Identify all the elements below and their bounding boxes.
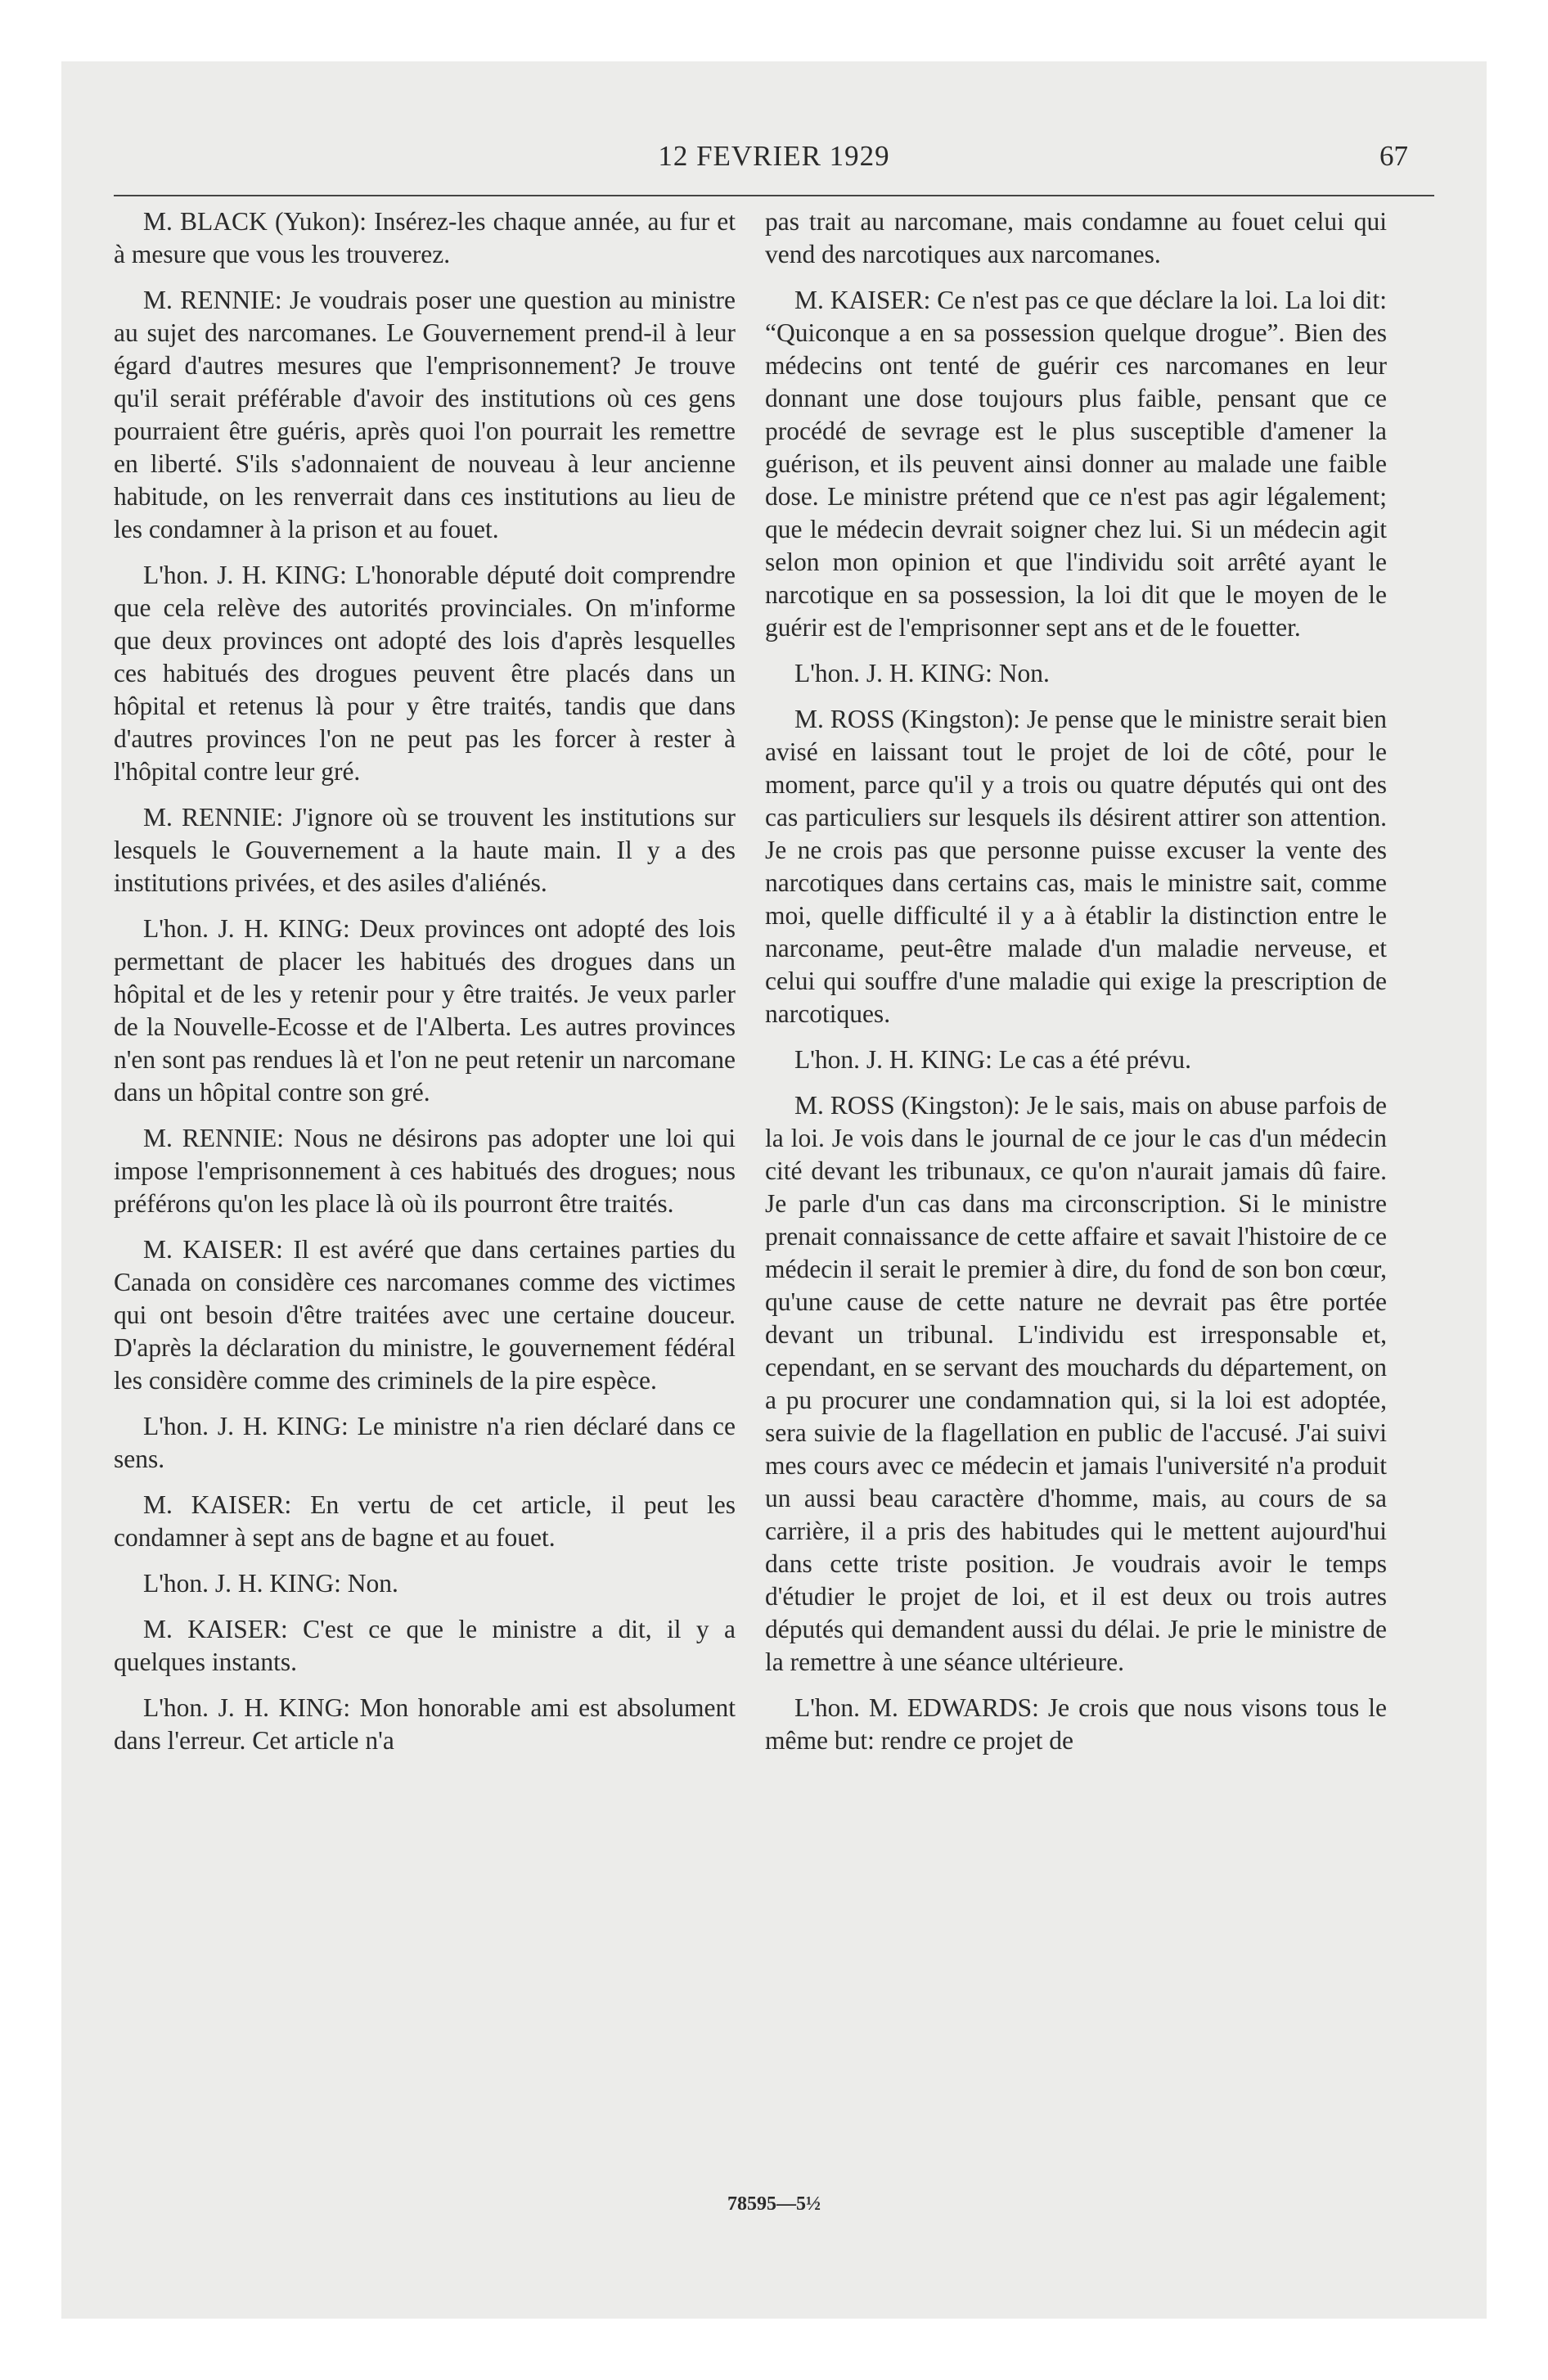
paragraph: M. KAISER: Ce n'est pas ce que déclare la loi. La loi dit: “Quiconque a en sa possession quelque drogue”. Bien des médecins ont tenté de guérir ces narcomanes en leur donnant une dose toujours plus faible, pensant que ce procédé de sevrage est le plus susceptible d'amener la guérison, et ils peuvent ainsi donner au malade une faible dose. Le ministre prétend que ce n'est pas agir légalement; que le médecin devrait soigner chez lui. Si un médecin agit selon mon opinion et que l'individu soit arrêté ayant le narcotique en sa possession, la loi dit que le moyen de le guérir est de l'emprisonner sept ans et de le fouetter. [765,286,1387,642]
left-column [114,205,736,1770]
paragraph: L'hon. J. H. KING: Non. [143,1569,398,1598]
paragraph: M. BLACK (Yukon): Insérez-les chaque année, au fur et à mesure que vous les trouverez. [114,207,736,268]
paragraph: L'hon. J. H. KING: L'honorable député doit comprendre que cela relève des autorités provinciales. On m'informe que deux provinces ont adopté des lois d'après lesquelles ces habitués des drogues peuvent être placés dans un hôpital et retenus là pour y être traités, tandis que dans d'autres provinces l'on ne peut pas les forcer à rester à l'hôpital contre leur gré. [114,561,736,786]
paragraph: L'hon. J. H. KING: Non. [794,659,1050,687]
page-number: 67 [1379,140,1408,172]
running-header-date: 12 FEVRIER 1929 [658,140,890,172]
paragraph: L'hon. M. EDWARDS: Je crois que nous visons tous le même but: rendre ce projet de [765,1693,1387,1755]
paragraph: L'hon. J. H. KING: Mon honorable ami est absolument dans l'erreur. Cet article n'a [114,1693,736,1755]
header-rule [114,195,1434,196]
paragraph: M. KAISER: C'est ce que le ministre a dit, il y a quelques instants. [114,1615,736,1676]
paragraph: L'hon. J. H. KING: Le cas a été prévu. [794,1045,1192,1074]
paragraph: M. KAISER: En vertu de cet article, il peut les condamner à sept ans de bagne et au fouet. [114,1490,736,1552]
paragraph: M. KAISER: Il est avéré que dans certaines parties du Canada on considère ces narcomanes comme des victimes qui ont besoin d'être traitées avec une certaine douceur. D'après la déclaration du ministre, le gouvernement fédéral les considère comme des criminels de la pire espèce. [114,1235,736,1395]
paragraph: M. RENNIE: Nous ne désirons pas adopter une loi qui impose l'emprisonnement à ces habitués des drogues; nous préférons qu'on les place là où ils pourront être traités. [114,1124,736,1218]
paragraph: M. RENNIE: Je voudrais poser une question au ministre au sujet des narcomanes. Le Gouvernement prend-il à leur égard d'autres mesures que l'emprisonnement? Je trouve qu'il serait préférable d'avoir des institutions où ces gens pourraient être guéris, après quoi l'on pourrait les remettre en liberté. S'ils s'adonnaient de nouveau à leur ancienne habitude, on les renverrait dans ces institutions au lieu de les condamner à la prison et au fouet. [114,286,736,543]
paragraph-continuation: pas trait au narcomane, mais condamne au fouet celui qui vend des narcotiques aux narcomanes. [765,207,1387,268]
footer-print-code: 78595—5½ [727,2193,821,2215]
right-column [765,205,1387,1770]
paragraph: L'hon. J. H. KING: Le ministre n'a rien déclaré dans ce sens. [114,1412,736,1473]
paragraph: M. RENNIE: J'ignore où se trouvent les institutions sur lesquels le Gouvernement a la haute main. Il y a des institutions privées, et des asiles d'aliénés. [114,803,736,897]
document-page [61,61,1487,2319]
paragraph: L'hon. J. H. KING: Deux provinces ont adopté des lois permettant de placer les habitués des drogues dans un hôpital et de les y retenir pour y être traités. Je veux parler de la Nouvelle-Ecosse et de l'Alberta. Les autres provinces n'en sont pas rendues là et l'on ne peut retenir un narcomane dans un hôpital contre son gré. [114,914,736,1107]
paragraph: M. ROSS (Kingston): Je le sais, mais on abuse parfois de la loi. Je vois dans le journal de ce jour le cas d'un médecin cité devant les tribunaux, ce qu'on n'aurait jamais dû faire. Je parle d'un cas dans ma circonscription. Si le ministre prenait connaissance de cette affaire et savait l'histoire de ce médecin il serait le premier à dire, du fond de son bon cœur, qu'une cause de cette nature ne devrait pas être portée devant un tribunal. L'individu est irresponsable et, cependant, en se servant des mouchards du département, on a pu procurer une condamnation qui, si la loi est adoptée, sera suivie de la flagellation en public de l'accusé. J'ai suivi mes cours avec ce médecin et jamais l'université n'a produit un aussi beau caractère d'homme, mais, au cours de sa carrière, il a pris des habitudes qui le mettent aujourd'hui dans cette triste position. Je voudrais avoir le temps d'étudier le projet de loi, et il est deux ou trois autres députés qui demandent aussi du délai. Je prie le ministre de la remettre à une séance ultérieure. [765,1091,1387,1676]
paragraph: M. ROSS (Kingston): Je pense que le ministre serait bien avisé en laissant tout le projet de loi de côté, pour le moment, parce qu'il y a trois ou quatre députés qui ont des cas particuliers sur lesquels ils désirent attirer son attention. Je ne crois pas que personne puisse excuser la vente des narcotiques dans certains cas, mais le ministre sait, comme moi, quelle difficulté il y a à établir la distinction entre le narconame, peut-être malade d'un maladie nerveuse, et celui qui souffre d'une maladie qui exige la prescription de narcotiques. [765,705,1387,1028]
